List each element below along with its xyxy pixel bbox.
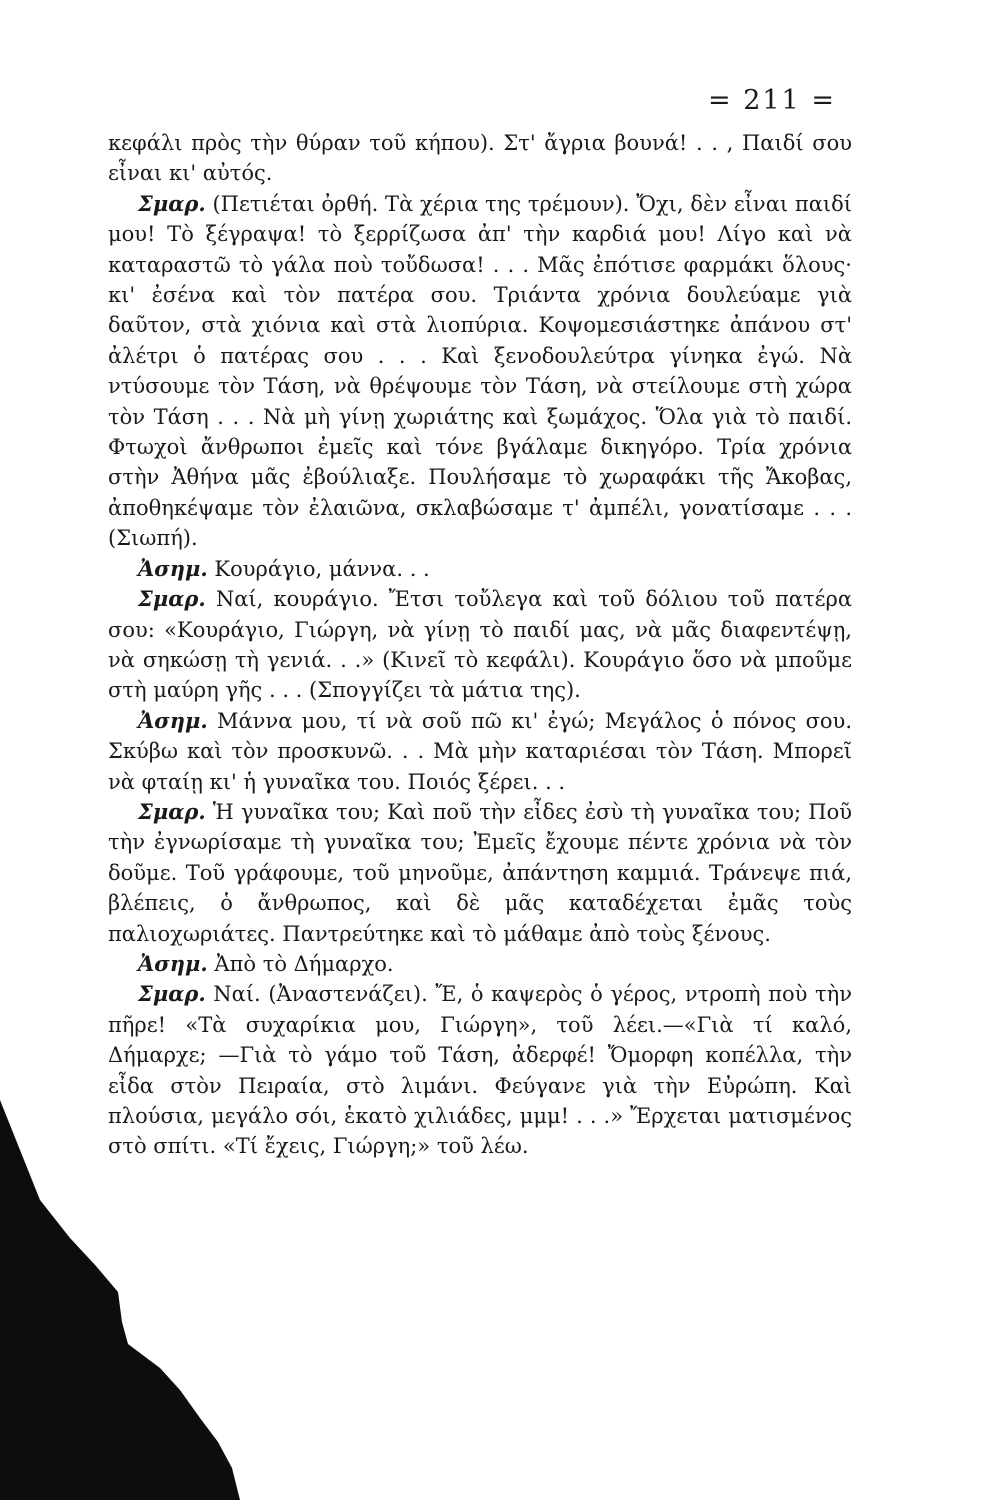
paragraph-text: Ναί, κουράγιο. Ἔτσι τοὔλεγα καὶ τοῦ δόλιου τοῦ πατέρα σου: «Κουράγιο, Γιώργη, νὰ γίνῃ τὸ παιδί μας, νὰ μᾶς διαφεντέψῃ, νὰ σηκώσῃ τὴ γενιά. . .» (Κινεῖ τὸ κεφάλι). Κουράγιο ὅσο νὰ μποῦμε στὴ μαύρη γῆς . . . (Σπογγίζει τὰ μάτια της). bbox=[108, 587, 852, 703]
page-number: = 211 = bbox=[708, 85, 836, 116]
speaker-label: Σμαρ. bbox=[138, 190, 206, 216]
paragraph-text: Μάννα μου, τί νὰ σοῦ πῶ κι' ἐγώ; Μεγάλος ὁ πόνος σου. Σκύβω καὶ τὸν προσκυνῶ. . . Μὰ μὴν καταριέσαι τὸν Τάση. Μπορεῖ νὰ φταίῃ κι' ἡ γυναῖκα του. Ποιός ξέρει. . . bbox=[108, 708, 852, 794]
paragraph bbox=[108, 128, 852, 189]
torn-corner bbox=[0, 1100, 240, 1500]
paragraph-text: Ναί. (Ἀναστενάζει). Ἔ, ὁ καψερὸς ὁ γέρος, ντροπὴ ποὺ τὴν πῆρε! «Τὰ συχαρίκια μου, Γιώργη», τοῦ λέει.—«Γιὰ τί καλό, Δήμαρχε; —Γιὰ τὸ γάμο τοῦ Τάση, ἀδερφέ! Ὄμορφη κοπέλλα, τὴν εἶδα στὸν Πεıραία, στὸ λιμάνι. Φεύγανε γιὰ τὴν Εὐρώπη. Καὶ πλούσια, μεγάλο σόι, ἑκατὸ χιλιάδες, μμμ! . . .» Ἔρχεται ματισμένος στὸ σπίτι. «Τί ἔχεις, Γιώργη;» τοῦ λέω. bbox=[108, 982, 852, 1159]
paragraph-text: κεφάλι πρὸς τὴν θύραν τοῦ κήπου). Στ' ἄγρια βουνά! . . , Παιδί σου εἶναι κι' αὐτός. bbox=[108, 131, 852, 186]
paragraph bbox=[108, 949, 852, 979]
speaker-label: Σμαρ. bbox=[138, 981, 206, 1007]
paragraph-text: Κουράγιο, μάννα. . . bbox=[207, 556, 430, 581]
paragraph bbox=[108, 706, 852, 797]
speaker-label: Σμαρ. bbox=[138, 798, 206, 824]
speaker-label: Ἀσημ. bbox=[138, 555, 208, 581]
paragraph-text: Ἀπὸ τὸ Δήμαρχο. bbox=[207, 951, 394, 976]
paragraph bbox=[108, 797, 852, 949]
paragraph bbox=[108, 554, 852, 584]
speaker-label: Ἀσημ. bbox=[138, 950, 208, 976]
speaker-label: Σμαρ. bbox=[138, 586, 206, 612]
text-column bbox=[108, 128, 852, 1162]
paragraph-text: Ἡ γυναῖκα του; Καὶ ποῦ τὴν εἶδες ἐσὺ τὴ γυναῖκα του; Ποῦ τὴν ἐγνωρίσαμε τὴ γυναῖκα του; Ἐμεῖς ἔχουμε πέντε χρόνια νὰ τὸν δοῦμε. Τοῦ γράφουμε, τοῦ μηνοῦμε, ἀπάντηση καμμιά. Τράνεψε πιά, βλέπεις, ὁ ἄνθρωπος, καὶ δὲ μᾶς καταδέχεται ἐμᾶς τοὺς παλιοχωριάτες. Παντρεύτηκε καὶ τὸ μάθαμε ἀπὸ τοὺς ξένους. bbox=[108, 799, 852, 946]
paragraph bbox=[108, 189, 852, 554]
paragraph-text: (Πετιέται ὀρθή. Τὰ χέρια της τρέμουν). Ὄχι, δὲν εἶναι παιδί μου! Τὸ ξέγραψα! τὸ ξερρίζωσα ἀπ' τὴν καρδιά μου! Λίγο καὶ νὰ καταραστῶ τὸ γάλα ποὺ τοὔδωσα! . . . Μᾶς ἐπότισε φαρμάκι ὅλους· κι' ἐσένα καὶ τὸν πατέρα σου. Τριάντα χρόνια δουλεύαμε γιὰ δαῦτον, στὰ χιόνια καὶ στὰ λιοπύρια. Κοψομεσιάστηκε ἀπάνου στ' ἀλέτρι ὁ πατέρας σου . . . Καὶ ξενοδουλεύτρα γίνηκα ἐγώ. Νὰ ντύσουμε τὸν Τάση, νὰ θρέψουμε τὸν Τάση, νὰ στείλουμε στὴ χώρα τὸν Τάση . . . Νὰ μὴ γίνῃ χωριάτης καὶ ξωμάχος. Ὅλα γιὰ τὸ παιδί. Φτωχοὶ ἄνθρωποι ἐμεῖς καὶ τόνε βγάλαμε δικηγόρο. Τρία χρόνια στὴν Ἀθήνα μᾶς ἐβούλιαξε. Πουλήσαμε τὸ χωραφάκι τῆς Ἄκοβας, ἀποθηκέψαμε τὸν ἐλαιῶνα, σκλαβώσαμε τ' ἀμπέλι, γονατίσαμε . . . (Σιωπή). bbox=[108, 191, 852, 551]
paragraph bbox=[108, 584, 852, 706]
speaker-label: Ἀσημ. bbox=[138, 707, 208, 733]
